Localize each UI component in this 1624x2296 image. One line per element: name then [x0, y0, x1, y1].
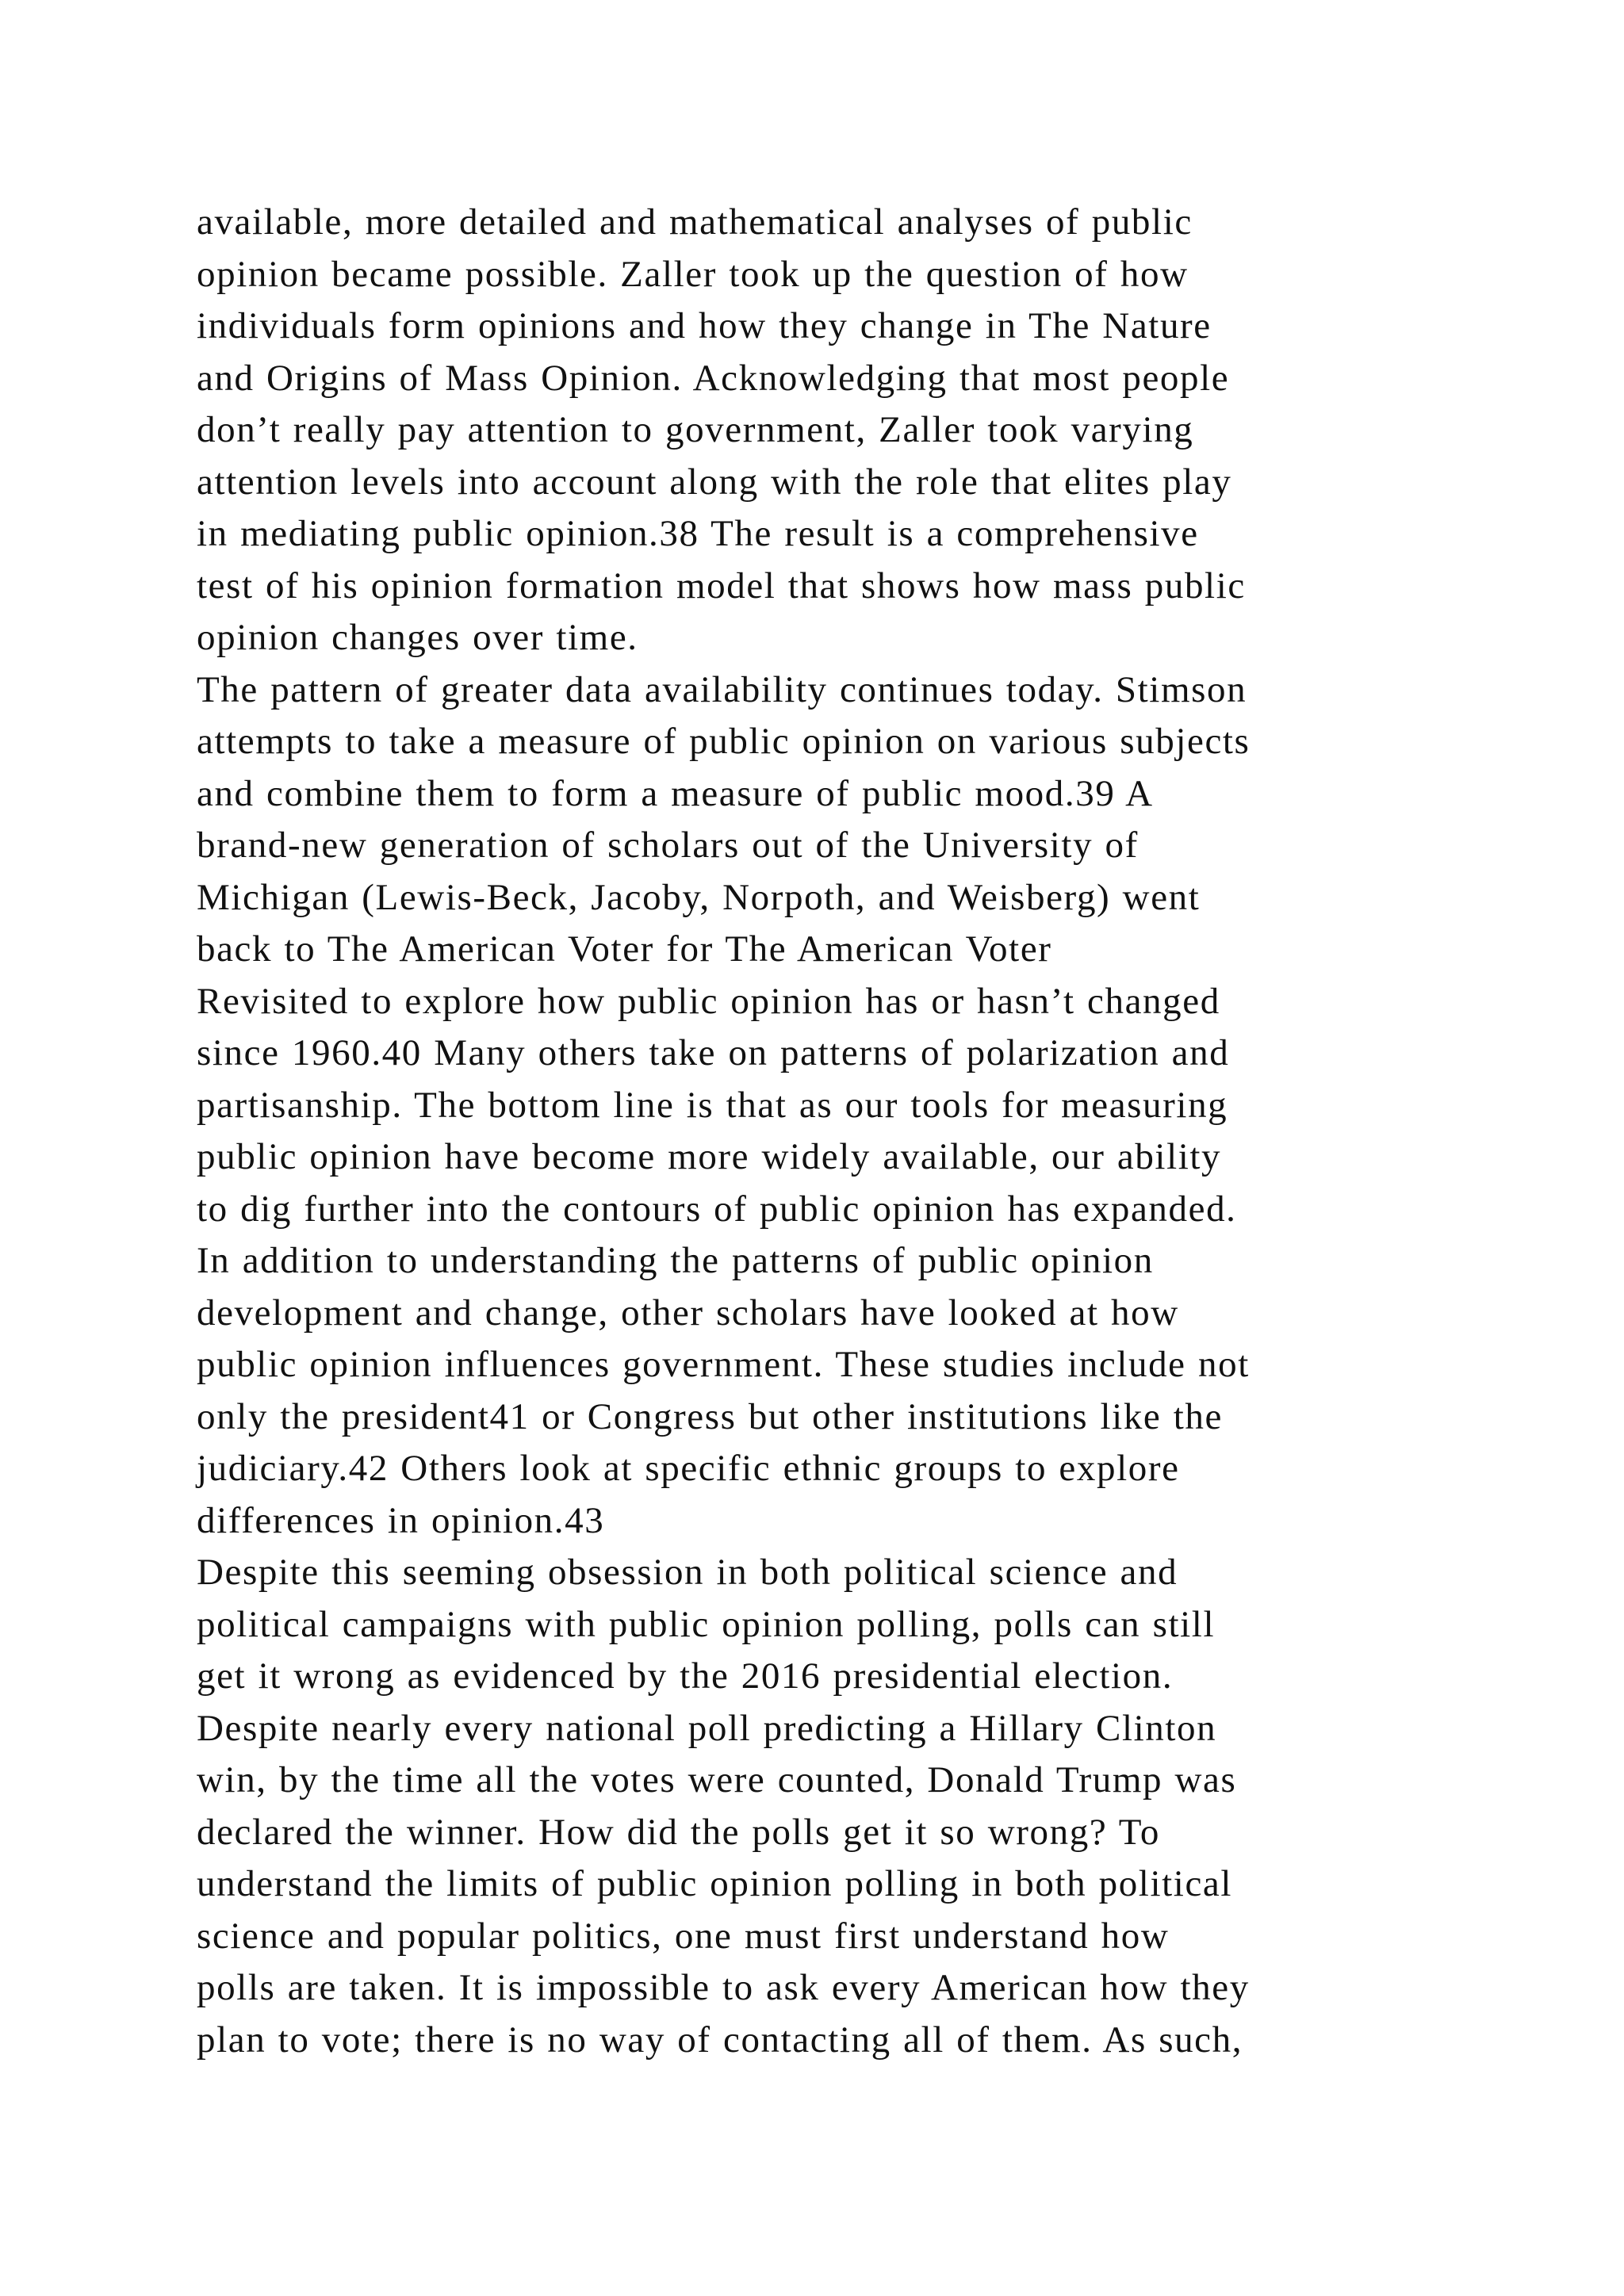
- text-line: public opinion influences government. These studies include not: [197, 1344, 1250, 1385]
- text-line: available, more detailed and mathematical analyses of public: [197, 201, 1193, 243]
- text-line: attempts to take a measure of public opinion on various subjects: [197, 721, 1251, 762]
- text-line: don’t really pay attention to government, Zaller took varying: [197, 409, 1194, 450]
- text-line: political campaigns with public opinion polling, polls can still: [197, 1603, 1216, 1645]
- text-line: individuals form opinions and how they change in The Nature: [197, 305, 1212, 346]
- text-line: get it wrong as evidenced by the 2016 presidential election.: [197, 1655, 1174, 1697]
- text-line: partisanship. The bottom line is that as our tools for measuring: [197, 1084, 1228, 1126]
- text-line: and combine them to form a measure of public mood.39 A: [197, 772, 1154, 814]
- text-line: brand-new generation of scholars out of the University of: [197, 825, 1139, 866]
- text-line: In addition to understanding the patterns of public opinion: [197, 1240, 1154, 1281]
- text-line: public opinion have become more widely available, our ability: [197, 1136, 1222, 1177]
- text-line: plan to vote; there is no way of contacting all of them. As such,: [197, 2019, 1243, 2061]
- text-line: opinion changes over time.: [197, 617, 638, 658]
- text-line: to dig further into the contours of public opinion has expanded.: [197, 1188, 1237, 1230]
- text-line: understand the limits of public opinion polling in both political: [197, 1863, 1233, 1904]
- text-line: since 1960.40 Many others take on patterns of polarization and: [197, 1032, 1230, 1073]
- text-line: back to The American Voter for The American Voter: [197, 928, 1052, 970]
- text-line: only the president41 or Congress but other institutions like the: [197, 1395, 1223, 1437]
- text-line: development and change, other scholars have looked at how: [197, 1292, 1179, 1334]
- text-line: science and popular politics, one must first understand how: [197, 1915, 1170, 1957]
- text-line: Revisited to explore how public opinion has or hasn’t changed: [197, 980, 1220, 1022]
- text-line: differences in opinion.43: [197, 1499, 605, 1541]
- text-line: Michigan (Lewis-Beck, Jacoby, Norpoth, and Weisberg) went: [197, 876, 1201, 918]
- text-line: test of his opinion formation model that shows how mass public: [197, 564, 1246, 607]
- text-line: attention levels into account along with the role that elites play: [197, 461, 1232, 503]
- text-line: and Origins of Mass Opinion. Acknowledging that most people: [197, 357, 1230, 399]
- text-line: opinion became possible. Zaller took up the question of how: [197, 253, 1189, 295]
- text-line: Despite this seeming obsession in both political science and: [197, 1552, 1178, 1593]
- text-line: polls are taken. It is impossible to ask every American how they: [197, 1967, 1250, 2008]
- body-text: [197, 197, 1465, 2066]
- text-line: in mediating public opinion.38 The result is a comprehensive: [197, 513, 1199, 554]
- text-line: Despite nearly every national poll predicting a Hillary Clinton: [197, 1707, 1217, 1749]
- text-line: judiciary.42 Others look at specific ethnic groups to explore: [197, 1448, 1180, 1489]
- text-line: declared the winner. How did the polls get it so wrong? To: [197, 1811, 1160, 1853]
- text-line: The pattern of greater data availability continues today. Stimson: [197, 668, 1247, 710]
- text-line: win, by the time all the votes were counted, Donald Trump was: [197, 1759, 1237, 1800]
